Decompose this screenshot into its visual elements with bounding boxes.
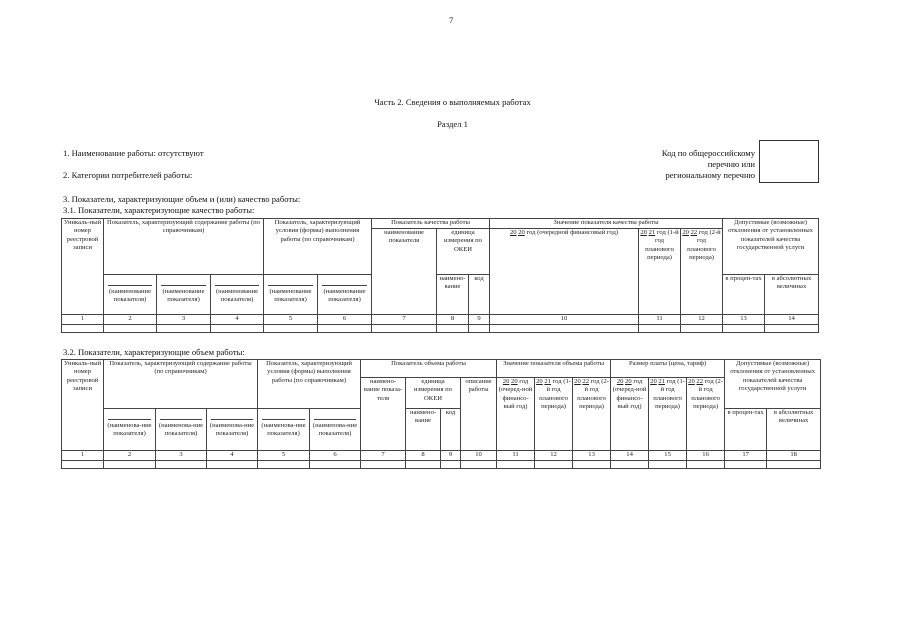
section-title: Раздел 1 (437, 119, 468, 129)
volume-name-header: наимено-вание показа-теля (361, 378, 406, 451)
col-num: 6 (318, 315, 372, 325)
col-num: 9 (469, 315, 490, 325)
col-num: 4 (207, 451, 258, 461)
empty-data-row-2 (62, 461, 821, 469)
col-num: 5 (264, 315, 318, 325)
col-num: 8 (437, 315, 469, 325)
unique-number-header-2: Уникаль-ный номер реестровой записи (62, 360, 104, 451)
content-ind-2-1: (наименова-ние показателя) (104, 409, 156, 451)
col-num: 9 (441, 451, 461, 461)
volume-indicator-header: Показатель объема работы (361, 360, 497, 378)
deviation-absolute-header-2: в абсолютных величинах (767, 409, 821, 451)
col-num: 4 (211, 315, 264, 325)
content-ind-3: (наименование показателя) (211, 275, 264, 315)
volume-table (61, 359, 821, 469)
part-title: Часть 2. Сведения о выполняемых работах (374, 97, 531, 107)
vol-year1-header: 20 20 год (очеред-ной финансо-вый год) (497, 378, 535, 451)
unit-name-header-2: наимено-вание (406, 409, 441, 451)
year1-header: 20 20 год (очередной финансовый год) (490, 229, 639, 315)
col-num: 14 (765, 315, 819, 325)
column-numbers-row (62, 315, 819, 325)
content-header-2: Показатель, характеризующий содержание работы (по справочникам) (104, 360, 258, 409)
unit-code-header-2: код (441, 409, 461, 451)
code-label-line3: региональному перечню (665, 170, 755, 180)
col-num: 2 (104, 451, 156, 461)
col-num: 7 (372, 315, 437, 325)
vol-year2-header: 20 21 год (1-й год планового периода) (535, 378, 573, 451)
col-num: 15 (649, 451, 687, 461)
code-label-line2: перечню или (707, 159, 755, 169)
col-num: 5 (258, 451, 310, 461)
indicators-heading: 3. Показатели, характеризующие объем и (или) качество работы: (63, 194, 301, 204)
year2-header: 20 21 год (1-й год планового периода) (639, 229, 681, 315)
fee-year1-header: 20 20 год (очеред-ной финансо-вый год) (611, 378, 649, 451)
unit-code-header: код (469, 275, 490, 315)
col-num: 13 (723, 315, 765, 325)
deviation-percent-header: в процен-тах (723, 275, 765, 315)
col-num: 3 (157, 315, 211, 325)
conditions-header: Показатель, характеризующий условия (формы) выполнения работы (по справочникам) (264, 219, 372, 275)
unit-name-header: наимено-вание (437, 275, 469, 315)
col-num: 8 (406, 451, 441, 461)
col-num: 1 (62, 451, 104, 461)
content-ind-2: (наименование показателя) (157, 275, 211, 315)
work-name-label: 1. Наименование работы: отсутствуют (63, 148, 204, 158)
col-num: 12 (535, 451, 573, 461)
quality-table (61, 218, 819, 333)
col-num: 11 (497, 451, 535, 461)
code-label-line1: Код по общероссийскому (661, 148, 755, 158)
col-num: 17 (725, 451, 767, 461)
page-number: 7 (449, 15, 454, 25)
col-num: 3 (156, 451, 207, 461)
condition-ind-2-1: (наименова-ние показателя) (258, 409, 310, 451)
content-header: Показатель, характеризующий содержание работы (по справочникам) (104, 219, 264, 275)
year3-header: 20 22 год (2-й год планового периода) (681, 229, 723, 315)
col-num: 10 (490, 315, 639, 325)
col-num: 13 (573, 451, 611, 461)
unique-number-header: Уникаль-ный номер реестровой записи (62, 219, 104, 315)
deviation-header-2: Допустимые (возможные) отклонения от установленных показателей качества государственной услуги (725, 360, 821, 409)
consumer-category-label: 2. Категории потребителей работы: (63, 170, 193, 180)
unit-header-2: единица измерения по ОКЕИ (406, 378, 461, 409)
column-numbers-row-2 (62, 451, 821, 461)
deviation-absolute-header: в абсолютных величинах (765, 275, 819, 315)
fee-header: Размер платы (цена, тариф) (611, 360, 725, 378)
col-num: 1 (62, 315, 104, 325)
quality-heading: 3.1. Показатели, характеризующие качество работы: (63, 205, 255, 215)
content-ind-1: (наименование показателя) (104, 275, 157, 315)
quality-value-header: Значение показателя качества работы (490, 219, 723, 229)
conditions-header-2: Показатель, характеризующий условия (формы) выполнения работы (по справочникам) (258, 360, 361, 409)
quality-indicator-header: Показатель качества работы (372, 219, 490, 229)
condition-ind-2: (наименование показателя) (318, 275, 372, 315)
col-num: 14 (611, 451, 649, 461)
col-num: 6 (310, 451, 361, 461)
quality-name-header: наименование показателя (372, 229, 437, 315)
content-ind-2-3: (наименова-ние показателя) (207, 409, 258, 451)
fee-year2-header: 20 21 год (1-й год планового периода) (649, 378, 687, 451)
description-header: описание работы (461, 378, 497, 451)
deviation-header: Допустимые (возможные) отклонения от установленных показателей качества государственной услуги (723, 219, 819, 275)
empty-data-row (62, 325, 819, 333)
volume-value-header: Значение показателя объема работы (497, 360, 611, 378)
col-num: 12 (681, 315, 723, 325)
deviation-percent-header-2: в процен-тах (725, 409, 767, 451)
col-num: 7 (361, 451, 406, 461)
code-box (759, 140, 819, 183)
condition-ind-1: (наименование показателя) (264, 275, 318, 315)
content-ind-2-2: (наименова-ние показателя) (156, 409, 207, 451)
col-num: 10 (461, 451, 497, 461)
col-num: 11 (639, 315, 681, 325)
col-num: 18 (767, 451, 821, 461)
volume-heading: 3.2. Показатели, характеризующие объем работы: (63, 347, 245, 357)
condition-ind-2-2: (наименова-ние показателя) (310, 409, 361, 451)
col-num: 2 (104, 315, 157, 325)
unit-header: единица измерения по ОКЕИ (437, 229, 490, 275)
fee-year3-header: 20 22 год (2-й год планового периода) (687, 378, 725, 451)
col-num: 16 (687, 451, 725, 461)
vol-year3-header: 20 22 год (2-й год планового периода) (573, 378, 611, 451)
